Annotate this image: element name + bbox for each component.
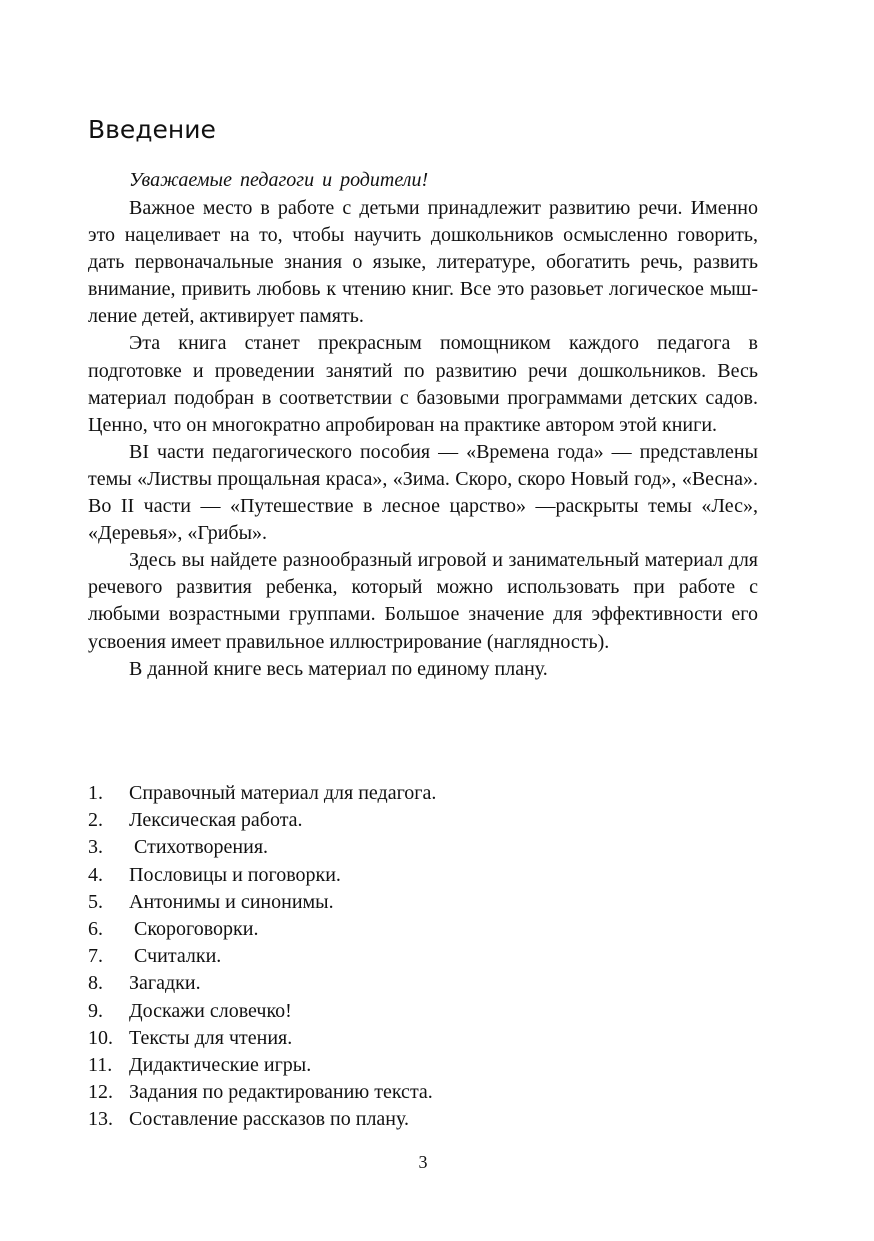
list-item-text: Стихотворения.	[129, 836, 269, 859]
list-item-text: Пословицы и поговорки.	[129, 863, 341, 886]
page-title: Введение	[88, 115, 216, 144]
list-item-number: 10.	[88, 1026, 113, 1049]
list-item-text: Справочный материал для педагога.	[129, 782, 437, 804]
paragraph: Важное место в работе с детьми принадлежит развитию речи. Именно это нацеливает на то, чтобы научить дошкольников осмысленно говорить, дать первоначальные знания о языке, литературе, обогатить речь, развить внимание, привить любовь к чтению книг. Все это разовьет логическое мышление детей, активирует память.	[88, 197, 758, 328]
list-item-number: 6.	[88, 918, 103, 941]
list-item-number: 13.	[88, 1108, 113, 1131]
list-item-text: Антонимы и синонимы.	[129, 890, 334, 913]
list-item-text: Загадки.	[129, 972, 201, 995]
list-item	[88, 970, 436, 997]
greeting: Уважаемые педагоги и родители!	[129, 169, 429, 191]
list-item-number: 12.	[88, 1081, 113, 1104]
list-item-text: Доскажи словечко!	[129, 999, 292, 1022]
list-item-text: Тексты для чтения.	[129, 1026, 293, 1049]
list-item	[88, 916, 436, 943]
list-item-number: 5.	[88, 890, 103, 913]
list-item-number: 3.	[88, 836, 103, 859]
list-item	[88, 780, 436, 807]
list-item	[88, 1052, 436, 1079]
paragraph: Эта книга станет прекрасным помощником каждого педагога в подготовке и проведении занятий по развитию речи дошкольников. Весь материал подобран в соответствии с базовыми программами детских садов. Ценно, что он многократно апробирован на практике автором этой книги.	[88, 332, 758, 436]
list-item	[88, 807, 436, 834]
list-item-text: Считалки.	[129, 945, 222, 968]
plan-list	[88, 780, 436, 1134]
list-item-number: 11.	[88, 1054, 113, 1077]
list-item-text: Составление рассказов по плану.	[129, 1108, 410, 1131]
list-item	[88, 1079, 436, 1106]
list-item	[88, 943, 436, 970]
page-number: 3	[418, 1152, 428, 1172]
list-item-text: Задания по редактированию текста.	[129, 1081, 433, 1104]
intro-text	[88, 195, 758, 683]
paragraph: В данной книге весь материал по единому плану.	[129, 657, 548, 680]
paragraph: Здесь вы найдете разнообразный игровой и занимательный материал для речевого развития ребенка, который можно использовать при работе с любыми возрастными группами. Большое значение для эффективности его усвоения имеет правильное иллюстрирование (наглядность).	[88, 549, 758, 653]
list-item-number: 2.	[88, 809, 103, 832]
list-item-text: Лексическая работа.	[129, 809, 303, 832]
list-item	[88, 862, 436, 889]
list-item-text: Дидактические игры.	[129, 1054, 312, 1077]
list-item-number: 1.	[88, 782, 103, 804]
list-item-number: 4.	[88, 863, 103, 886]
list-item	[88, 998, 436, 1025]
paragraph: ВI части педагогического пособия — «Времена года» — представлены темы «Листвы прощальная краса», «Зима. Скоро, скоро Новый год», «Весна». Во II части — «Путешествие в лесное царство» —раскрыты темы «Лес», «Деревья», «Грибы».	[88, 440, 758, 545]
list-item	[88, 834, 436, 861]
list-item-number: 7.	[88, 945, 103, 968]
list-item	[88, 1106, 436, 1133]
list-item	[88, 889, 436, 916]
list-item-number: 9.	[88, 999, 103, 1022]
list-item-text: Скороговорки.	[129, 918, 259, 941]
list-item	[88, 1025, 436, 1052]
list-item-number: 8.	[88, 972, 103, 995]
